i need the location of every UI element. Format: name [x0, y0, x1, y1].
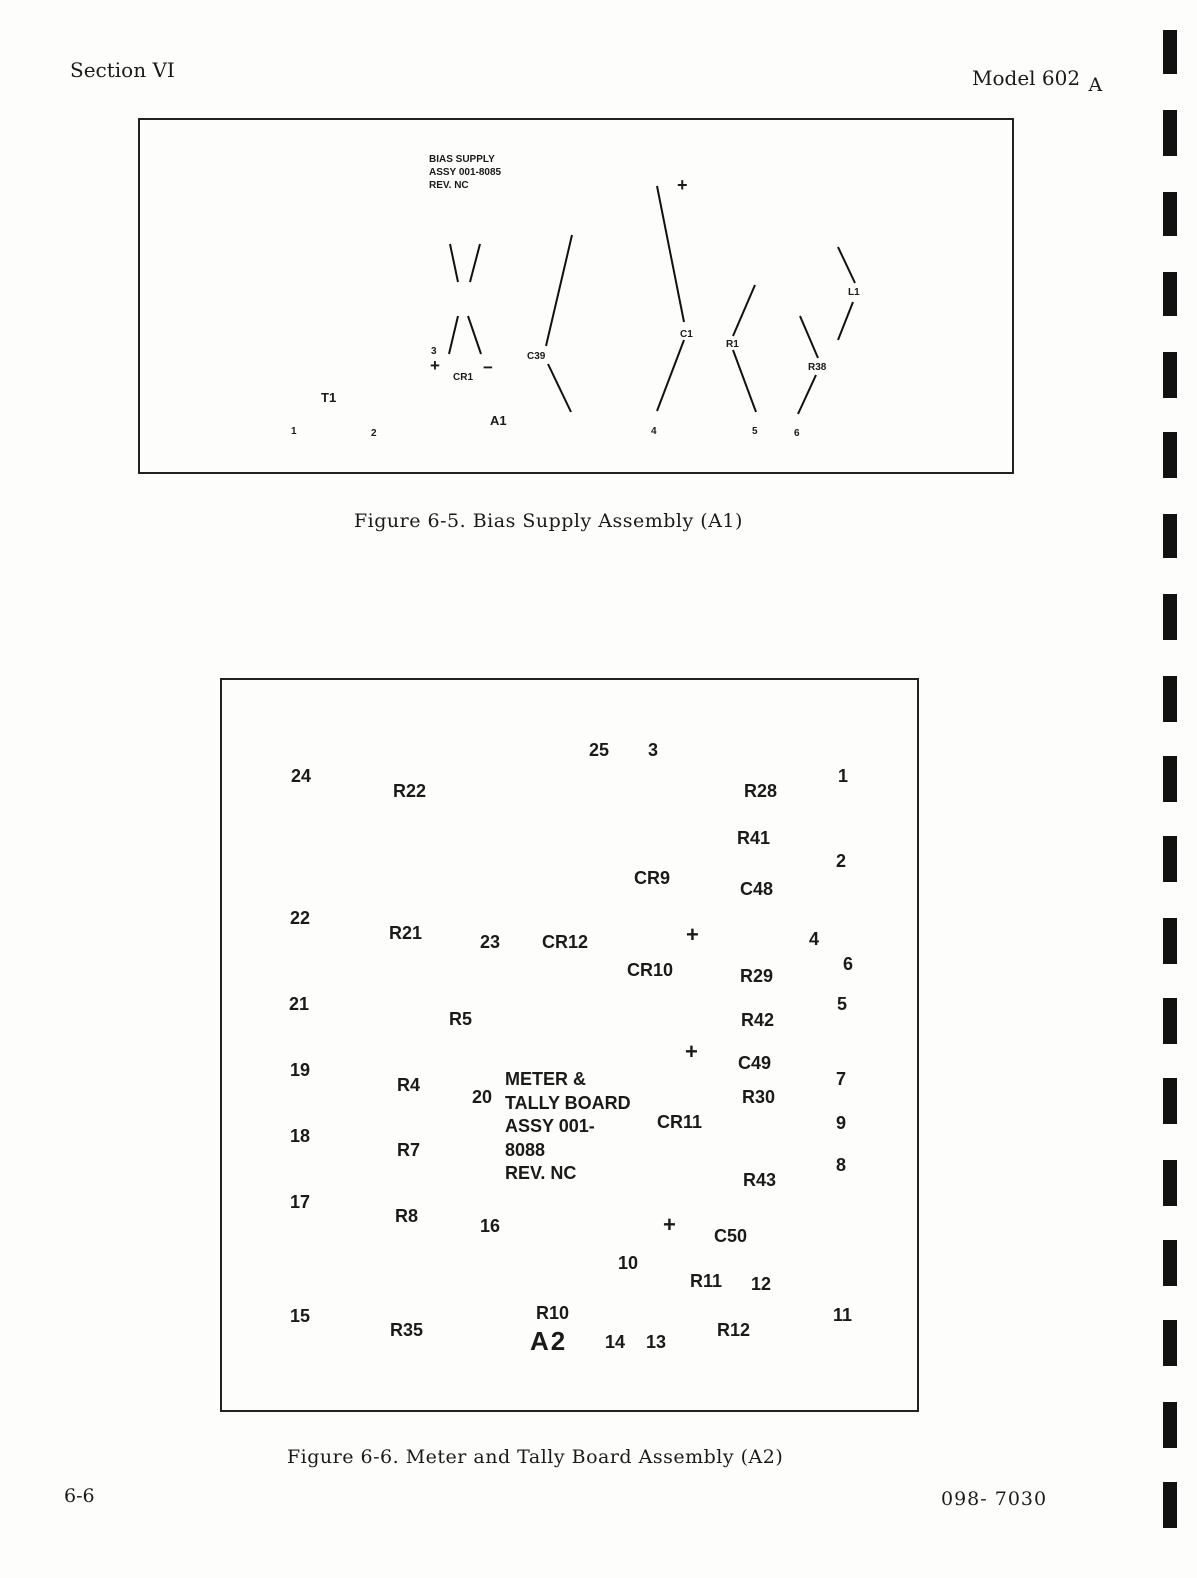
- a2-plus-2: +: [685, 1039, 698, 1064]
- a2-plus-3: +: [663, 1212, 676, 1237]
- a2-cr9-label: CR9: [634, 868, 671, 888]
- a2-r12-label: R12: [717, 1320, 751, 1340]
- a2-pin-3: 3: [648, 740, 659, 760]
- a1-pin-2: 2: [371, 428, 377, 439]
- binding-mark: [1163, 1240, 1177, 1286]
- a2-pin-13: 13: [646, 1332, 667, 1352]
- document-number: 098- 7030: [941, 1488, 1048, 1510]
- a2-pin-1: 1: [838, 766, 849, 786]
- a1-c1-label: C1: [680, 329, 693, 340]
- binding-mark: [1163, 918, 1177, 964]
- a2-pin-21: 21: [289, 994, 310, 1014]
- binding-mark: [1163, 594, 1177, 640]
- a1-assy-line: ASSY 001-8085: [429, 167, 502, 178]
- a2-r4-label: R4: [397, 1075, 421, 1095]
- binding-mark: [1163, 676, 1177, 722]
- a2-pin-6: 6: [843, 954, 854, 974]
- binding-mark: [1163, 352, 1177, 398]
- section-heading: Section VI: [70, 58, 175, 82]
- a1-l1-label: L1: [848, 287, 860, 298]
- a2-r29-label: R29: [740, 966, 774, 986]
- a2-cr12-label: CR12: [542, 932, 589, 952]
- a2-r22-label: R22: [393, 781, 427, 801]
- a1-cr1-minus: −: [483, 358, 493, 377]
- a2-pin-16: 16: [480, 1216, 501, 1236]
- binding-mark: [1163, 1482, 1177, 1528]
- a2-c50-label: C50: [714, 1226, 748, 1246]
- a2-r41-label: R41: [737, 828, 771, 848]
- binding-mark: [1163, 514, 1177, 558]
- a1-board-label: A1: [490, 413, 507, 428]
- a2-pin-25: 25: [589, 740, 610, 760]
- a2-pin-14: 14: [605, 1332, 626, 1352]
- a2-cr11-label: CR11: [657, 1112, 703, 1132]
- a2-pin-22: 22: [290, 908, 311, 928]
- a1-assy-line: BIAS SUPPLY: [429, 154, 495, 165]
- model-number: Model 602: [972, 66, 1081, 90]
- a2-pin-12: 12: [751, 1274, 772, 1294]
- figure-a2-frame: [220, 678, 919, 1412]
- a2-pin-2: 2: [836, 851, 847, 871]
- a2-pin-11: 11: [833, 1305, 853, 1325]
- a2-assy-line: 8088: [505, 1139, 546, 1160]
- binding-mark: [1163, 1402, 1177, 1448]
- a2-assy-line: REV. NC: [505, 1163, 577, 1183]
- a1-c39-label: C39: [527, 351, 546, 362]
- a2-r35-label: R35: [390, 1320, 424, 1340]
- a2-pin-19: 19: [290, 1060, 311, 1080]
- a2-pin-5: 5: [837, 994, 848, 1014]
- a2-assy-block: [505, 1068, 631, 1186]
- a1-t1-label: T1: [321, 390, 337, 405]
- a2-pin-4: 4: [809, 929, 820, 949]
- a1-assy-line: REV. NC: [429, 180, 469, 191]
- figure-a1-traces: [0, 0, 1197, 520]
- a2-assy-line: ASSY 001-: [505, 1116, 595, 1136]
- a2-pin-15: 15: [290, 1306, 311, 1326]
- a2-plus-1: +: [686, 922, 699, 947]
- a1-cr1-label: CR1: [453, 372, 474, 383]
- a2-pin-10: 10: [618, 1253, 639, 1273]
- a2-assy-line: METER &: [505, 1069, 586, 1089]
- figure-a2-caption: Figure 6-6. Meter and Tally Board Assembly (A2): [287, 1446, 784, 1468]
- a2-r10-label: R10: [536, 1303, 570, 1323]
- model-suffix: A: [1088, 74, 1103, 96]
- a2-pin-24: 24: [291, 766, 312, 786]
- binding-mark: [1163, 1160, 1177, 1206]
- a2-pin-18: 18: [290, 1126, 311, 1146]
- a1-r38-label: R38: [808, 362, 827, 373]
- binding-mark: [1163, 272, 1177, 316]
- a1-plus-label: +: [677, 175, 688, 195]
- binding-mark: [1163, 836, 1177, 882]
- a2-pin-7: 7: [836, 1069, 847, 1089]
- a2-r42-label: R42: [741, 1010, 775, 1030]
- a2-r30-label: R30: [742, 1087, 776, 1107]
- a1-assy-block: [429, 153, 501, 192]
- a2-pin-20: 20: [472, 1087, 493, 1107]
- a2-pin-23: 23: [480, 932, 501, 952]
- a1-pin-6: 6: [794, 428, 800, 439]
- a2-r28-label: R28: [744, 781, 778, 801]
- binding-mark: [1163, 110, 1177, 156]
- a1-cr1-plus: +: [430, 356, 440, 375]
- a2-c48-label: C48: [740, 879, 774, 899]
- binding-mark: [1163, 1078, 1177, 1124]
- a2-pin-8: 8: [836, 1155, 847, 1175]
- a2-assy-line: TALLY BOARD: [505, 1092, 631, 1113]
- figure-a1-caption: Figure 6-5. Bias Supply Assembly (A1): [354, 510, 743, 532]
- a2-r5-label: R5: [449, 1009, 473, 1029]
- binding-mark: [1163, 432, 1177, 478]
- a2-r43-label: R43: [743, 1170, 777, 1190]
- a1-r1-label: R1: [726, 339, 739, 350]
- a2-r7-label: R7: [397, 1140, 421, 1160]
- a2-r8-label: R8: [395, 1206, 419, 1226]
- a1-pin-4: 4: [651, 426, 657, 437]
- a2-cr10-label: CR10: [627, 960, 674, 980]
- a2-r21-label: R21: [389, 923, 423, 943]
- a2-r11-label: R11: [690, 1271, 723, 1291]
- a2-pin-17: 17: [290, 1192, 311, 1212]
- binding-mark: [1163, 756, 1177, 802]
- binding-mark: [1163, 998, 1177, 1044]
- a1-pin-5: 5: [752, 426, 758, 437]
- binding-mark: [1163, 1320, 1177, 1366]
- a2-board-label: A2: [530, 1326, 568, 1356]
- binding-mark: [1163, 30, 1177, 74]
- a2-pin-9: 9: [836, 1113, 847, 1133]
- a1-pin3-label: 3: [431, 346, 437, 357]
- binding-mark: [1163, 192, 1177, 236]
- page-number: 6-6: [64, 1485, 95, 1507]
- a1-pin-1: 1: [291, 426, 297, 437]
- a2-c49-label: C49: [738, 1053, 772, 1073]
